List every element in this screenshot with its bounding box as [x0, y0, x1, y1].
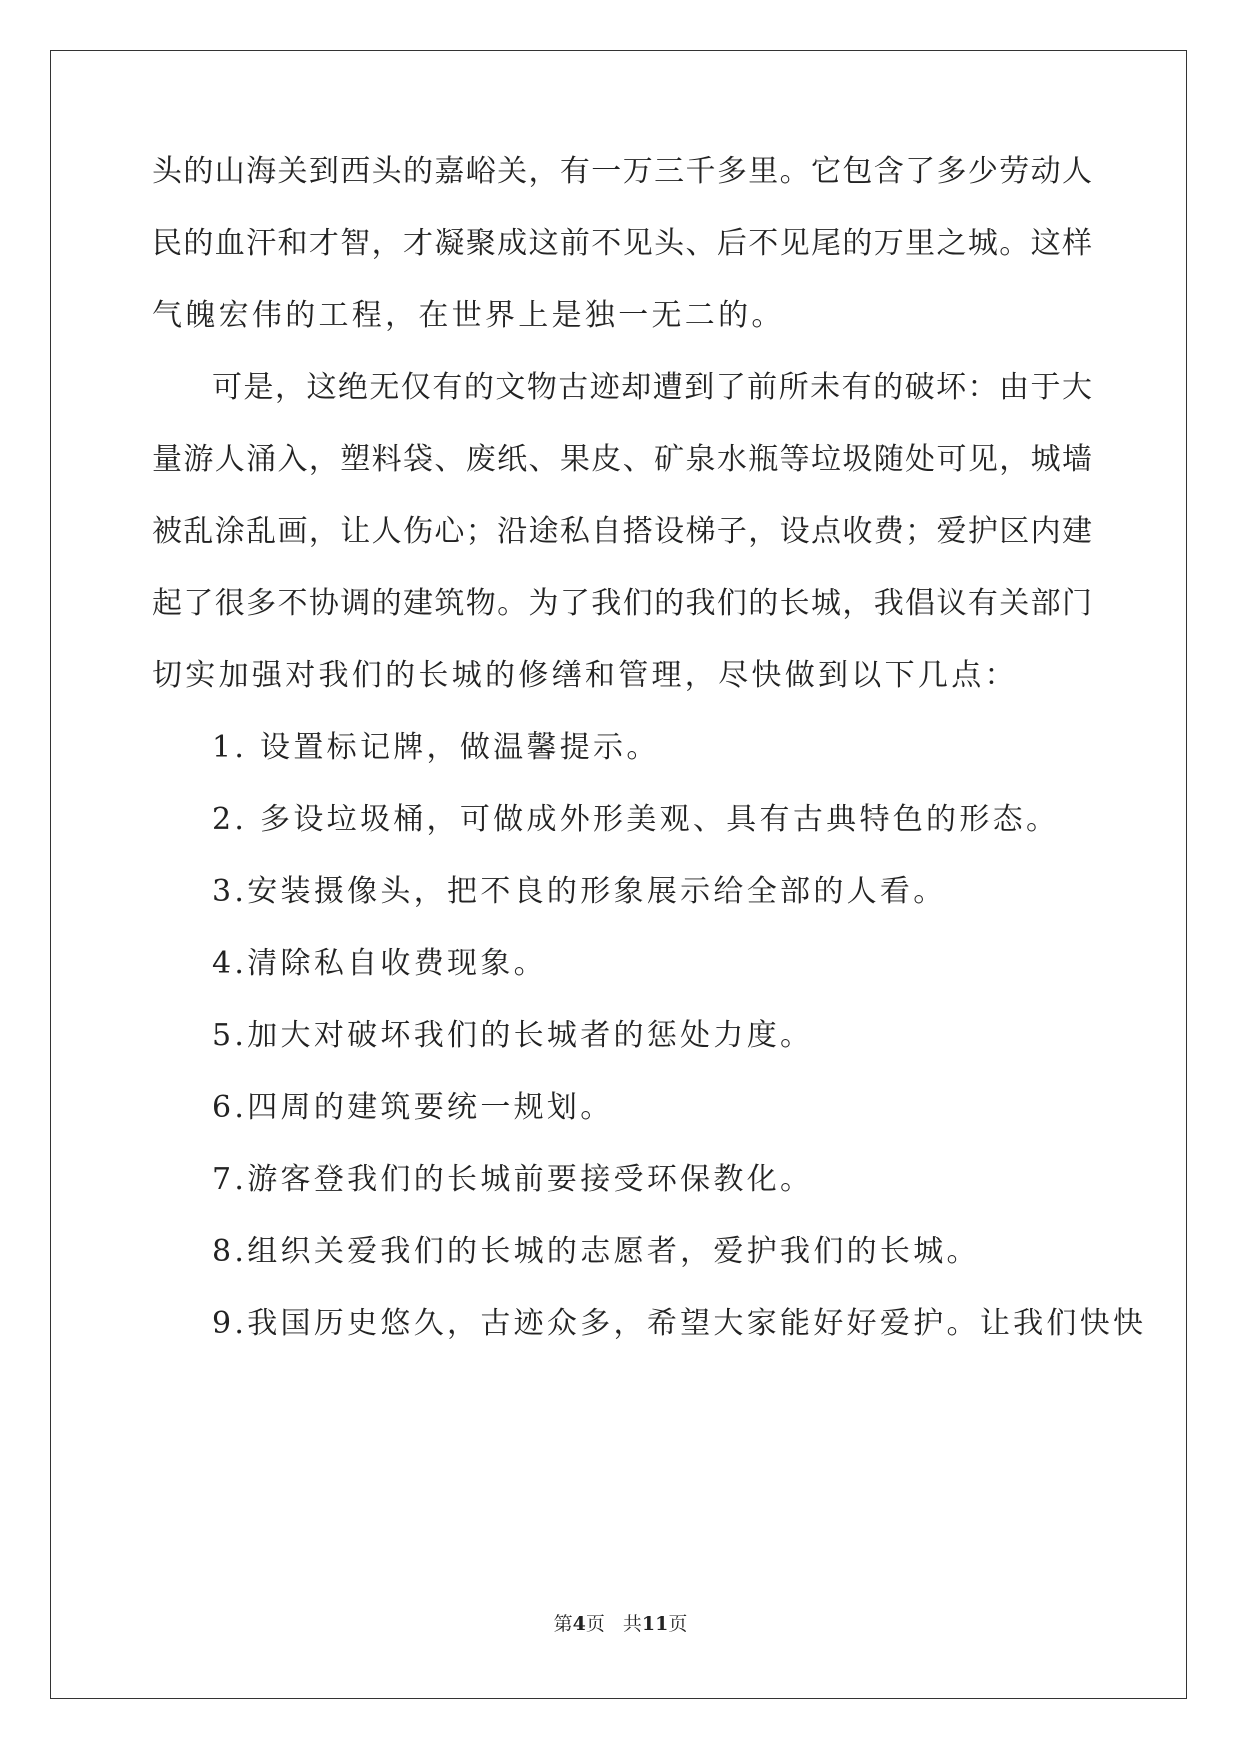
paragraph-line: 量游人涌入，塑料袋、废纸、果皮、矿泉水瓶等垃圾随处可见，城墙 [152, 442, 1092, 477]
paragraph-line: 可是，这绝无仅有的文物古迹却遭到了前所未有的破坏：由于大 [212, 370, 1092, 405]
paragraph-line: 被乱涂乱画，让人伤心；沿途私自搭设梯子，设点收费；爱护区内建 [152, 514, 1092, 549]
total-pages: 11 [641, 1613, 669, 1635]
total-prefix: 共 [622, 1613, 642, 1635]
list-item: 7.游客登我们的长城前要接受环保教化。 [212, 1162, 814, 1197]
list-item: 2. 多设垃圾桶，可做成外形美观、具有古典特色的形态。 [212, 802, 1060, 837]
total-suffix: 页 [668, 1613, 688, 1635]
list-item: 1. 设置标记牌，做温馨提示。 [212, 730, 660, 765]
list-item: 4.清除私自收费现象。 [212, 946, 547, 981]
paragraph-line: 头的山海关到西头的嘉峪关，有一万三千多里。它包含了多少劳动人 [152, 154, 1092, 189]
paragraph-line: 气魄宏伟的工程，在世界上是独一无二的。 [152, 298, 785, 333]
page-footer [0, 1612, 1241, 1636]
paragraph-line: 起了很多不协调的建筑物。为了我们的我们的长城，我倡议有关部门 [152, 586, 1092, 621]
paragraph-line: 民的血汗和才智，才凝聚成这前不见头、后不见尾的万里之城。这样 [152, 226, 1092, 261]
list-item: 8.组织关爱我们的长城的志愿者，爱护我们的长城。 [212, 1234, 980, 1269]
page-suffix: 页 [585, 1613, 605, 1635]
list-item: 3.安装摄像头，把不良的形象展示给全部的人看。 [212, 874, 947, 909]
list-item: 6.四周的建筑要统一规划。 [212, 1090, 614, 1125]
list-item: 5.加大对破坏我们的长城者的惩处力度。 [212, 1018, 814, 1053]
list-item: 9.我国历史悠久，古迹众多，希望大家能好好爱护。让我们快快 [212, 1306, 1147, 1341]
page-prefix: 第 [553, 1613, 573, 1635]
page-number: 4 [572, 1613, 586, 1635]
paragraph-line: 切实加强对我们的长城的修缮和管理，尽快做到以下几点： [152, 658, 1018, 693]
